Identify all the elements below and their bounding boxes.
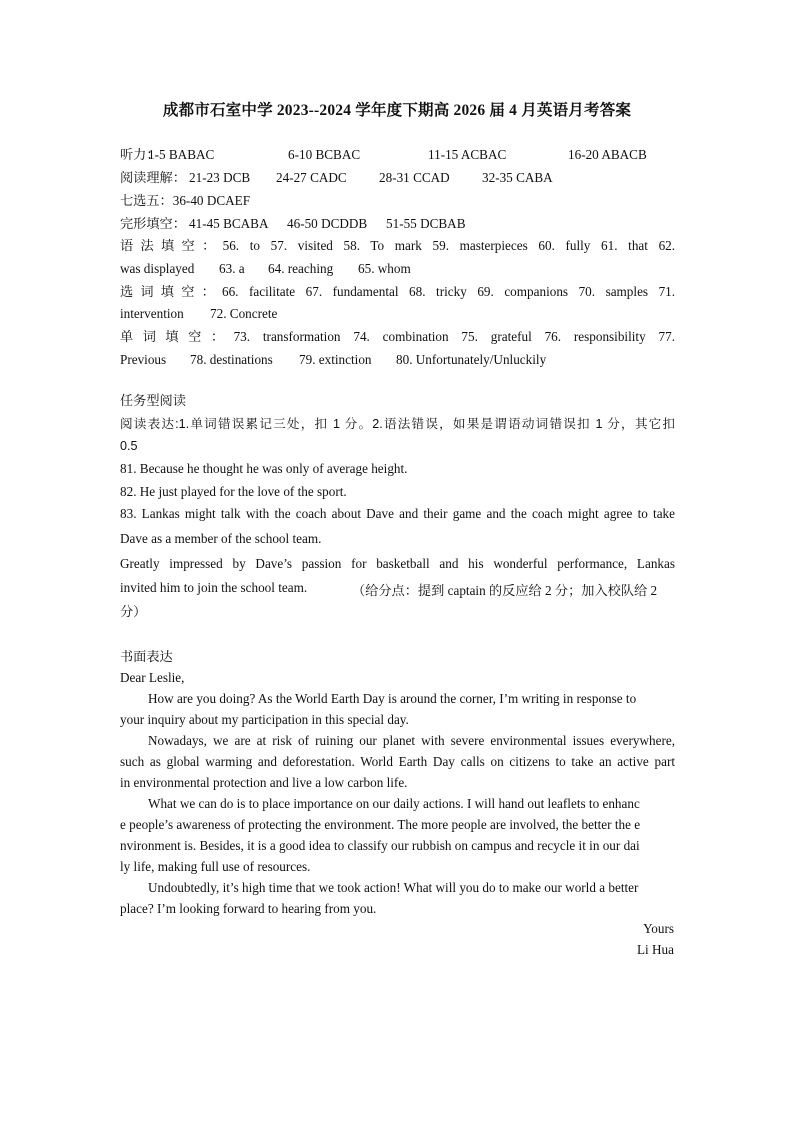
word-choice-label: 选词填空：	[120, 284, 222, 299]
grammar-answer: 63. a	[219, 261, 245, 276]
word-choice-answer: 67. fundamental	[305, 284, 399, 299]
cloze-group: 46-50 DCDDB	[287, 216, 368, 231]
letter-line: nvironment is. Besides, it is a good idea to classify our rubbish on campus and recycle it in our dai	[120, 838, 640, 853]
listening-group: 11-15 ACBAC	[428, 147, 507, 162]
task-reading-heading: 任务型阅读	[120, 393, 186, 408]
reading-group: 24-27 CADC	[276, 170, 347, 185]
letter-closing: Yours	[643, 921, 674, 936]
listening-group: 1-5 BABAC	[148, 147, 215, 162]
grammar-answer: 60. fully	[538, 238, 591, 253]
cloze-group: 41-45 BCABA	[189, 216, 269, 231]
word-fill-answer: 76. responsibility	[544, 329, 646, 344]
letter-line: ly life, making full use of resources.	[120, 859, 311, 874]
scoring-rule-line-2: 0.5	[120, 439, 138, 453]
answer-83-line-2: Dave as a member of the school team.	[120, 531, 322, 546]
word-choice-answer: 69. companions	[477, 284, 569, 299]
listening-label: 听力：	[120, 147, 160, 162]
answer-81: 81. Because he thought he was only of average height.	[120, 461, 408, 476]
letter-line: Nowadays, we are at risk of ruining our planet with severe environmental issues everywhere,	[148, 733, 675, 748]
reading-group: 28-31 CCAD	[379, 170, 450, 185]
grammar-answer: 57. visited	[270, 238, 333, 253]
letter-line: in environmental protection and live a low carbon life.	[120, 775, 408, 790]
letter-line: such as global warming and deforestation. World Earth Day calls on citizens to take an active part	[120, 754, 675, 769]
word-fill-answer: 80. Unfortunately/Unluckily	[396, 352, 547, 367]
grammar-answer: 58. To mark	[343, 238, 422, 253]
extra-answer-line-1: Greatly impressed by Dave’s passion for basketball and his wonderful performance, Lankas	[120, 556, 675, 571]
grammar-answer: 62.	[658, 238, 676, 253]
scoring-note: （给分点：提到 captain 的反应给 2 分；加入校队给 2	[352, 583, 658, 598]
extra-answer-line-2: invited him to join the school team.	[120, 580, 308, 595]
seven-five-row: 七选五：36-40 DCAEF	[120, 193, 251, 208]
writing-heading: 书面表达	[120, 649, 173, 664]
grammar-answer: 56. to	[222, 238, 260, 253]
word-fill-row-1	[120, 329, 675, 345]
letter-line: What we can do is to place importance on our daily actions. I will hand out leaflets to enhanc	[148, 796, 640, 811]
word-fill-answer: 74. combination	[353, 329, 449, 344]
word-fill-answer: 73. transformation	[233, 329, 341, 344]
grammar-answer: was displayed	[120, 261, 195, 276]
word-fill-answer: 75. grateful	[461, 329, 532, 344]
grammar-answer: 64. reaching	[268, 261, 334, 276]
letter-signature: Li Hua	[637, 942, 674, 957]
word-fill-label: 单词填空：	[120, 329, 234, 344]
grammar-answer: 65. whom	[358, 261, 411, 276]
reading-label: 阅读理解：	[120, 170, 186, 185]
word-choice-answer: 68. tricky	[409, 284, 467, 299]
scoring-note-end: 分）	[120, 604, 147, 619]
letter-line: e people’s awareness of protecting the environment. The more people are involved, the better the e	[120, 817, 641, 832]
letter-line: How are you doing? As the World Earth Day is around the corner, I’m writing in response to	[148, 691, 637, 706]
grammar-answer: 59. masterpieces	[432, 238, 528, 253]
word-choice-answer: 66. facilitate	[221, 284, 296, 299]
grammar-row-1	[120, 238, 675, 254]
word-choice-answer: intervention	[120, 306, 184, 321]
letter-greeting: Dear Leslie,	[120, 670, 185, 685]
letter-line: Undoubtedly, it’s high time that we took action! What will you do to make our world a better	[148, 880, 639, 895]
word-choice-answer: 71.	[658, 284, 676, 299]
reading-group: 21-23 DCB	[189, 170, 251, 185]
word-fill-answer: 78. destinations	[190, 352, 273, 367]
word-choice-row-1	[120, 284, 675, 300]
word-choice-answer: 72. Concrete	[210, 306, 278, 321]
answer-82: 82. He just played for the love of the sport.	[120, 484, 347, 499]
word-fill-answer: 79. extinction	[299, 352, 372, 367]
listening-group: 6-10 BCBAC	[288, 147, 361, 162]
page-title: 成都市石室中学 2023--2024 学年度下期高 2026 届 4 月英语月考答案	[162, 102, 632, 119]
word-fill-answer: Previous	[120, 352, 167, 367]
reading-group: 32-35 CABA	[482, 170, 553, 185]
cloze-label: 完形填空：	[120, 216, 186, 231]
listening-group: 16-20 ABACB	[568, 147, 647, 162]
answer-83-line-1: 83. Lankas might talk with the coach about Dave and their game and the coach might agree to take	[120, 506, 675, 521]
grammar-answer: 61. that	[601, 238, 648, 253]
cloze-group: 51-55 DCBAB	[386, 216, 466, 231]
scoring-rule-line-1: 阅读表达:1.单词错误累记三处，扣 1 分。2.语法错误，如果是谓语动词错误扣 1 分，其它扣	[120, 417, 675, 431]
word-choice-answer: 70. samples	[578, 284, 649, 299]
letter-line: your inquiry about my participation in this special day.	[120, 712, 409, 727]
word-fill-answer: 77.	[658, 329, 675, 344]
grammar-label: 语法填空：	[120, 238, 223, 253]
letter-line: place? I’m looking forward to hearing from you.	[120, 901, 377, 916]
